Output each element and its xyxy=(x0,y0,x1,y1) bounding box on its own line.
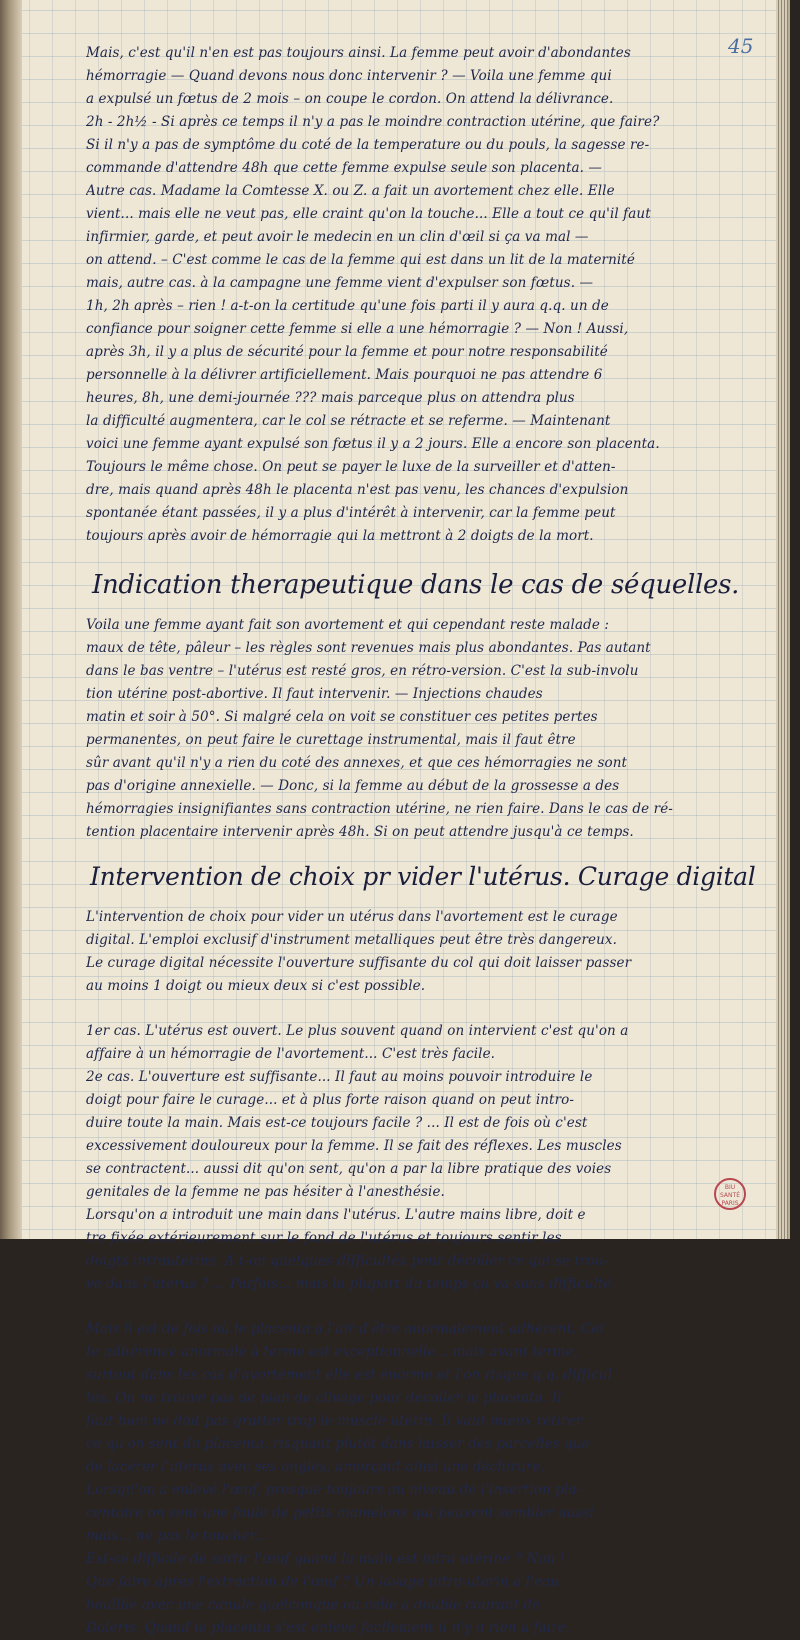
text-line: affaire à un hémorragie de l'avortement... C'est très facile. xyxy=(86,1046,496,1062)
text-line: confiance pour soigner cette femme si elle a une hémorragie ? — Non ! Aussi, xyxy=(86,321,629,337)
paragraph xyxy=(86,42,726,548)
text-line: pas d'origine annexielle. — Donc, si la femme au début de la grossesse a des xyxy=(86,778,620,794)
text-line: spontanée étant passées, il y a plus d'intérêt à intervenir, car la femme peut xyxy=(86,505,616,521)
text-line: Autre cas. Madame la Comtesse X. ou Z. a fait un avortement chez elle. Elle xyxy=(86,183,615,199)
text-line: doigts intrautérins. A t-on quelques difficultés pour décoller ce qui se trou- xyxy=(86,1253,609,1269)
paragraph-gap xyxy=(86,1296,726,1318)
text-line: 2e cas. L'ouverture est suffisante... Il faut au moins pouvoir introduire le xyxy=(86,1069,593,1085)
paragraph-gap xyxy=(86,998,726,1020)
text-line: Est-ce difficile de sortir l'œuf quand la main est intra utérine ? Non ! xyxy=(86,1551,566,1567)
text-line: heures, 8h, une demi-journée ??? mais parceque plus on attendra plus xyxy=(86,390,575,406)
text-line: dre, mais quand après 48h le placenta n'est pas venu, les chances d'expulsion xyxy=(86,482,629,498)
text-line: tention placentaire intervenir après 48h. Si on peut attendre jusqu'à ce temps. xyxy=(86,824,634,840)
text-line: genitales de la femme ne pas hésiter à l'anesthésie. xyxy=(86,1184,445,1200)
text-line: 1er cas. L'utérus est ouvert. Le plus souvent quand on intervient c'est qu'on a xyxy=(86,1023,629,1039)
text-line: L'intervention de choix pour vider un utérus dans l'avortement est le curage xyxy=(86,909,618,925)
text-line: hémorragie — Quand devons nous donc intervenir ? — Voila une femme qui xyxy=(86,68,612,84)
text-line: hémorragies insignifiantes sans contraction utérine, ne rien faire. Dans le cas de ré- xyxy=(86,801,673,817)
text-line: digital. L'emploi exclusif d'instrument metalliques peut être très dangereux. xyxy=(86,932,618,948)
text-line: Lorsqu'on a introduit une main dans l'utérus. L'autre mains libre, doit e xyxy=(86,1207,586,1223)
text-line: Doléris. Quand le placenta s'est enlevé facilement il n'y a rien à faire. xyxy=(86,1620,571,1636)
text-line: surtout dans les cas d'avortement elle est énorme et l'on risque q.q. difficul xyxy=(86,1367,613,1383)
text-line: sûr avant qu'il n'y a rien du coté des annexes, et que ces hémorragies ne sont xyxy=(86,755,628,771)
text-line: on attend. – C'est comme le cas de la femme qui est dans un lit de la maternité xyxy=(86,252,635,268)
text-line: Si il n'y a pas de symptôme du coté de la temperature ou du pouls, la sagesse re- xyxy=(86,137,650,153)
text-line: duire toute la main. Mais est-ce toujours facile ? ... Il est de fois où c'est xyxy=(86,1115,588,1131)
text-line: commande d'attendre 48h que cette femme expulse seule son placenta. — xyxy=(86,160,603,176)
paragraph xyxy=(86,860,756,998)
paragraph xyxy=(86,1020,726,1296)
text-line: personnelle à la délivrer artificiellement. Mais pourquoi ne pas attendre 6 xyxy=(86,367,603,383)
text-line: 2h - 2h½ - Si après ce temps il n'y a pas le moindre contraction utérine, que faire? xyxy=(86,114,660,130)
text-line: tés. On ne trouve pas de plan de clivage pour décoller le placenta. Il xyxy=(86,1390,562,1406)
stamp-line: PARIS xyxy=(721,1200,739,1207)
text-line: excessivement douloureux pour la femme. Il se fait des réflexes. Les muscles xyxy=(86,1138,622,1154)
text-line: Que faire après l'extraction de l'œuf ? Un lavage intra-utérin à l'eau xyxy=(86,1574,560,1590)
section-heading: Intervention de choix pr vider l'utérus. Curage digital xyxy=(90,862,756,891)
text-line: voici une femme ayant expulsé son fœtus il y a 2 jours. Elle a encore son placenta. xyxy=(86,436,660,452)
text-line: toujours après avoir de hémorragie qui la mettront à 2 doigts de la mort. xyxy=(86,528,594,544)
text-line: permanentes, on peut faire le curettage instrumental, mais il faut être xyxy=(86,732,576,748)
paragraph-gap xyxy=(86,548,726,558)
text-line: doigt pour faire le curage... et à plus forte raison quand on peut intro- xyxy=(86,1092,575,1108)
notebook-binding xyxy=(0,0,22,1239)
text-line: après 3h, il y a plus de sécurité pour la femme et pour notre responsabilité xyxy=(86,344,608,360)
text-line: mais, autre cas. à la campagne une femme vient d'expulser son fœtus. — xyxy=(86,275,594,291)
text-line: dans le bas ventre – l'utérus est resté gros, en rétro-version. C'est la sub-involu xyxy=(86,663,639,679)
stamp-line: BIU xyxy=(724,1184,736,1191)
text-line: vient... mais elle ne veut pas, elle craint qu'on la touche... Elle a tout ce qu'il faut xyxy=(86,206,651,222)
text-line: au moins 1 doigt ou mieux deux si c'est possible. xyxy=(86,978,426,994)
text-line: Mais, c'est qu'il n'en est pas toujours ainsi. La femme peut avoir d'abondantes xyxy=(86,45,631,61)
text-line: tion utérine post-abortive. Il faut intervenir. — Injections chaudes xyxy=(86,686,543,702)
paragraph-gap xyxy=(86,844,726,854)
text-line: de lacérer l'utérus avec ses ongles, amorçant ainsi une déchirure. xyxy=(86,1459,545,1475)
text-line: maux de tête, pâleur – les règles sont revenues mais plus abondantes. Pas autant xyxy=(86,640,651,656)
text-line: te adhérence anormale à terme est exceptionnelle... mais avant terme, xyxy=(86,1344,578,1360)
text-line: ve dans l'utérus ? ... Parfois... mais la plupart du temps ça va sans difficulté. xyxy=(86,1276,616,1292)
text-line: infirmier, garde, et peut avoir le medecin en un clin d'œil si ça va mal — xyxy=(86,229,589,245)
text-line: Voila une femme ayant fait son avortement et qui cependant reste malade : xyxy=(86,617,609,633)
text-line: Toujours le même chose. On peut se payer le luxe de la surveiller et d'atten- xyxy=(86,459,616,475)
text-line: tre fixée extérieurement sur le fond de l'utérus et toujours sentir les xyxy=(86,1230,562,1246)
text-line: bouillie avec une canule quelconque ou celle à double courant de xyxy=(86,1597,541,1613)
text-line: Mais il est de fois où le placenta a l'air d'être anormalement adhérent. Cet xyxy=(86,1321,605,1337)
library-stamp xyxy=(714,1178,746,1210)
text-line: Lorsqu'on a enlevé l'œuf, presque toujours au niveau de l'insertion pla- xyxy=(86,1482,582,1498)
text-line: a expulsé un fœtus de 2 mois – on coupe le cordon. On attend la délivrance. xyxy=(86,91,614,107)
text-line: centaire on sent une foule de petits mamelons qui peuvent sembler aussi xyxy=(86,1505,594,1521)
text-line: 1h, 2h après – rien ! a-t-on la certitude qu'une fois parti il y aura q.q. un de xyxy=(86,298,609,314)
paragraph xyxy=(86,1318,726,1640)
text-line: se contractent... aussi dit qu'on sent, qu'on a par la libre pratique des voies xyxy=(86,1161,612,1177)
stamp-line: SANTÉ xyxy=(720,1192,740,1199)
text-line: ce qu'on sent du placenta, risquant plutôt dans laisser des parcelles que xyxy=(86,1436,590,1452)
paragraph xyxy=(86,568,740,844)
text-line: Le curage digital nécessite l'ouverture suffisante du col qui doit laisser passer xyxy=(86,955,632,971)
page-edge xyxy=(776,0,788,1239)
text-line: mais... ne pas le toucher... xyxy=(86,1528,268,1544)
text-line: faut bien ne doit pas gratter trop le muscle utérin. Il vaut mieux retirer xyxy=(86,1413,583,1429)
text-line: la difficulté augmentera, car le col se rétracte et se referme. — Maintenant xyxy=(86,413,611,429)
section-heading: Indication therapeutique dans le cas de séquelles. xyxy=(92,570,740,600)
text-line: matin et soir à 50°. Si malgré cela on voit se constituer ces petites pertes xyxy=(86,709,598,725)
page-number: 45 xyxy=(728,34,754,58)
